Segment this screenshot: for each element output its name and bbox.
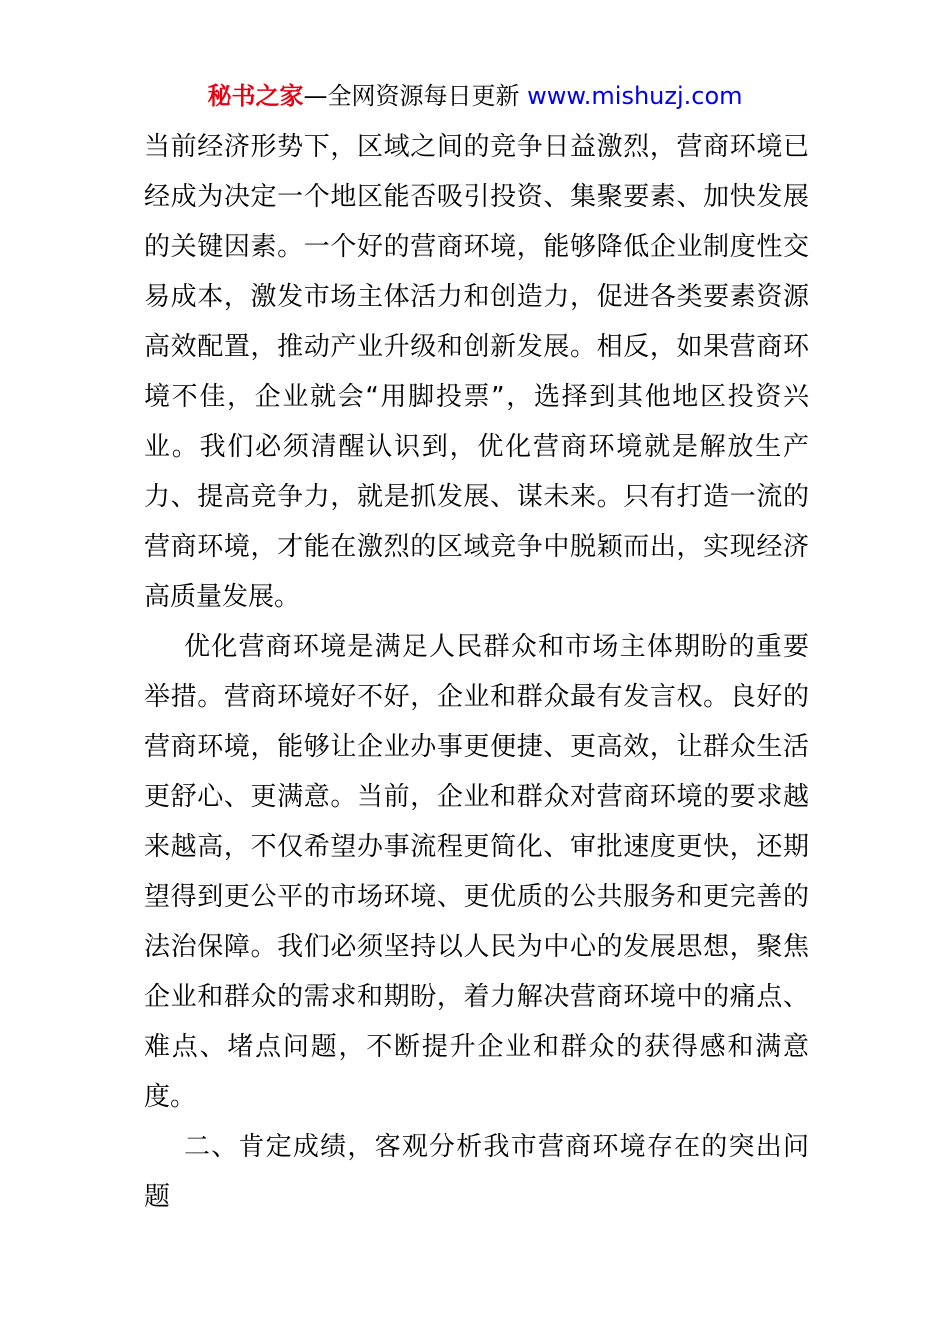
document-body [144,122,809,1222]
text-line: 力、提高竞争力，就是抓发展、谋未来。只有打造一流的 [144,482,809,512]
text-line: 营商环境，能够让企业办事更便捷、更高效，让群众生活 [144,732,809,762]
text-line: 来越高，不仅希望办事流程更简化、审批速度更快，还期 [144,832,809,862]
text-line: 难点、堵点问题，不断提升企业和群众的获得感和满意 [144,1032,809,1062]
page-header [0,80,950,112]
text-line: 经成为决定一个地区能否吸引投资、集聚要素、加快发展 [144,182,809,212]
header-url-link[interactable]: www.mishuzj.com [527,82,743,110]
text-line: 当前经济形势下，区域之间的竞争日益激烈，营商环境已 [144,132,809,162]
section-heading: 二、肯定成绩，客观分析我市营商环境存在的突出问 [184,1132,809,1162]
text-line: 境不佳，企业就会“用脚投票”，选择到其他地区投资兴 [144,382,809,412]
text-line: 高质量发展。 [144,582,301,612]
text-line: 望得到更公平的市场环境、更优质的公共服务和更完善的 [144,882,809,912]
text-line: 更舒心、更满意。当前，企业和群众对营商环境的要求越 [144,782,809,812]
header-tagline: 全网资源每日更新 [327,82,520,110]
text-line: 法治保障。我们必须坚持以人民为中心的发展思想，聚焦 [144,932,809,962]
text-line: 高效配置，推动产业升级和创新发展。相反，如果营商环 [144,332,809,362]
text-line: 业。我们必须清醒认识到，优化营商环境就是解放生产 [144,432,809,462]
brand-name: 秘书之家 [207,82,304,110]
text-line: 举措。营商环境好不好，企业和群众最有发言权。良好的 [144,682,809,712]
text-line: 企业和群众的需求和期盼，着力解决营商环境中的痛点、 [144,982,809,1012]
paragraph-first-line: 优化营商环境是满足人民群众和市场主体期盼的重要 [184,632,809,662]
text-line: 度。 [144,1082,197,1112]
text-line: 易成本，激发市场主体活力和创造力，促进各类要素资源 [144,282,809,312]
text-line: 的关键因素。一个好的营商环境，能够降低企业制度性交 [144,232,809,262]
text-line: 营商环境，才能在激烈的区域竞争中脱颖而出，实现经济 [144,532,809,562]
header-dash: — [303,82,328,110]
section-heading-end: 题 [144,1182,171,1212]
